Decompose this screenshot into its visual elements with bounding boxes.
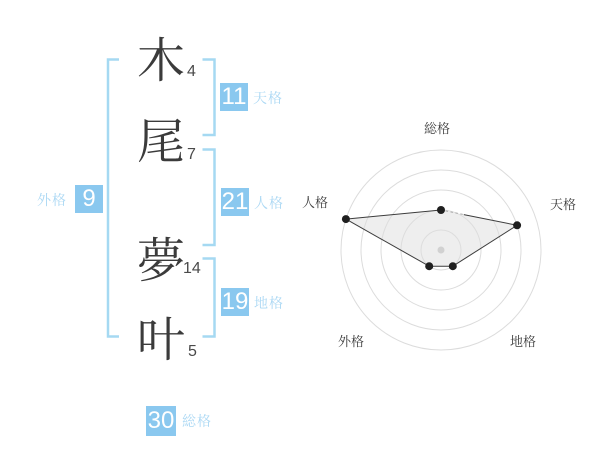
radar-axis-soukaku: 総格 xyxy=(423,121,451,136)
jinkaku-label: 人格 xyxy=(254,195,284,211)
chikaku-label: 地格 xyxy=(254,295,284,311)
name-char-2: 尾 xyxy=(137,116,186,169)
radar-point-天格 xyxy=(513,221,521,229)
gaikaku-value-badge: 9 xyxy=(75,185,103,213)
radar-axis-chikaku: 地格 xyxy=(509,334,537,349)
tenkaku-label: 天格 xyxy=(253,90,283,106)
radar-point-人格 xyxy=(342,215,350,223)
chikaku-value-badge: 19 xyxy=(221,288,249,315)
radar-point-総格 xyxy=(437,206,445,214)
name-char-3: 夢 xyxy=(137,235,186,288)
radar-point-外格 xyxy=(425,262,433,270)
radar-axis-tenkaku: 天格 xyxy=(549,197,577,212)
jinkaku-value-badge: 21 xyxy=(221,188,249,215)
radar-area xyxy=(346,210,517,266)
soukaku-value-badge: 30 xyxy=(147,407,175,434)
radar-axis-gaikaku: 外格 xyxy=(337,334,365,349)
soukaku-label: 総格 xyxy=(182,413,212,429)
stroke-count-1: 4 xyxy=(187,63,196,80)
radar-axis-jinkaku: 人格 xyxy=(301,195,329,210)
gaikaku-label: 外格 xyxy=(37,192,67,208)
name-char-4: 叶 xyxy=(137,314,186,367)
radar-point-地格 xyxy=(449,262,457,270)
stroke-count-4: 5 xyxy=(188,343,197,360)
tenkaku-value-badge: 11 xyxy=(221,83,247,110)
name-char-1: 木 xyxy=(137,35,186,88)
stroke-count-2: 7 xyxy=(187,146,196,163)
stroke-count-3: 14 xyxy=(183,260,201,277)
